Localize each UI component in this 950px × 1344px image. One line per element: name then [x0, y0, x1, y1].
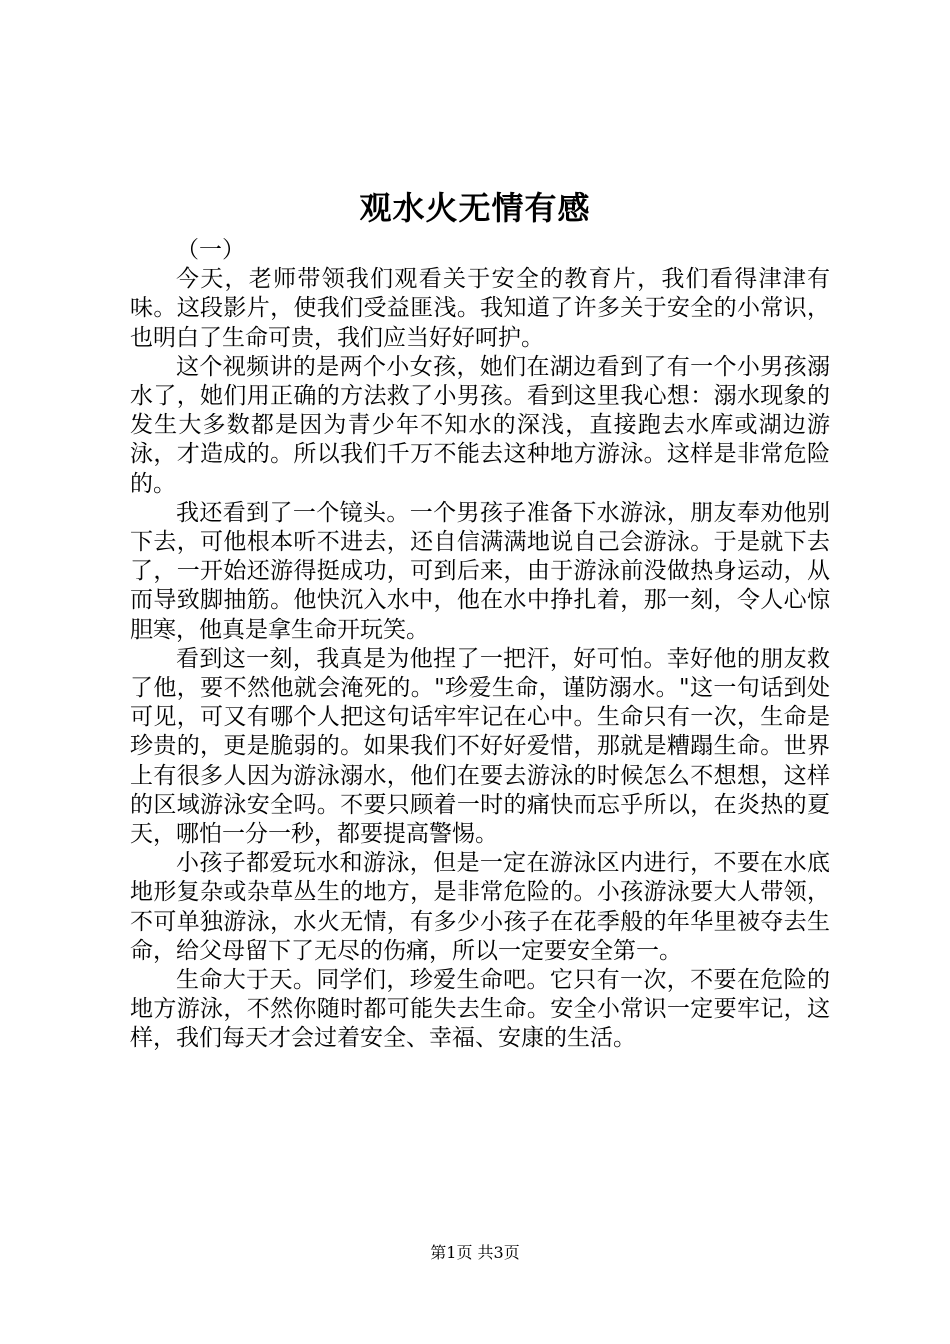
page-number-footer: 第1页 共3页: [430, 1243, 520, 1262]
paragraph-2: 这个视频讲的是两个小女孩，她们在湖边看到了有一个小男孩溺水了，她们用正确的方法救了小男孩。看到这里我心想：溺水现象的发生大多数都是因为青少年不知水的深浅，直接跑去水库或湖边游泳，才造成的。所以我们千万不能去这种地方游泳。这样是非常危险的。: [130, 353, 830, 497]
paragraph-3: 我还看到了一个镜头。一个男孩子准备下水游泳，朋友奉劝他别下去，可他根本听不进去，还自信满满地说自己会游泳。于是就下去了，一开始还游得挺成功，可到后来，由于游泳前没做热身运动，从而导致脚抽筋。他快沉入水中，他在水中挣扎着，那一刻，令人心惊胆寒，他真是拿生命开玩笑。: [130, 499, 830, 643]
section-label: （一）: [176, 237, 245, 263]
document-body: [130, 236, 830, 1054]
paragraph-1: 今天，老师带领我们观看关于安全的教育片，我们看得津津有味。这段影片，使我们受益匪浅。我知道了许多关于安全的小常识，也明白了生命可贵，我们应当好好呵护。: [130, 266, 830, 351]
paragraph-4: 看到这一刻，我真是为他捏了一把汗，好可怕。幸好他的朋友救了他，要不然他就会淹死的。"珍爱生命，谨防溺水。"这一句话到处可见，可又有哪个人把这句话牢牢记在心中。生命只有一次，生命是珍贵的，更是脆弱的。如果我们不好好爱惜，那就是糟蹋生命。世界上有很多人因为游泳溺水，他们在要去游泳的时候怎么不想想，这样的区域游泳安全吗。不要只顾着一时的痛快而忘乎所以，在炎热的夏天，哪怕一分一秒，都要提高警惕。: [130, 645, 830, 848]
paragraph-6: 生命大于天。同学们，珍爱生命吧。它只有一次，不要在危险的地方游泳，不然你随时都可能失去生命。安全小常识一定要牢记，这样，我们每天才会过着安全、幸福、安康的生活。: [130, 967, 830, 1052]
paragraph-5: 小孩子都爱玩水和游泳，但是一定在游泳区内进行，不要在水底地形复杂或杂草丛生的地方，是非常危险的。小孩游泳要大人带领，不可单独游泳，水火无情，有多少小孩子在花季般的年华里被夺去生命，给父母留下了无尽的伤痛，所以一定要安全第一。: [130, 850, 830, 964]
document-title: 观水火无情有感: [359, 189, 591, 227]
